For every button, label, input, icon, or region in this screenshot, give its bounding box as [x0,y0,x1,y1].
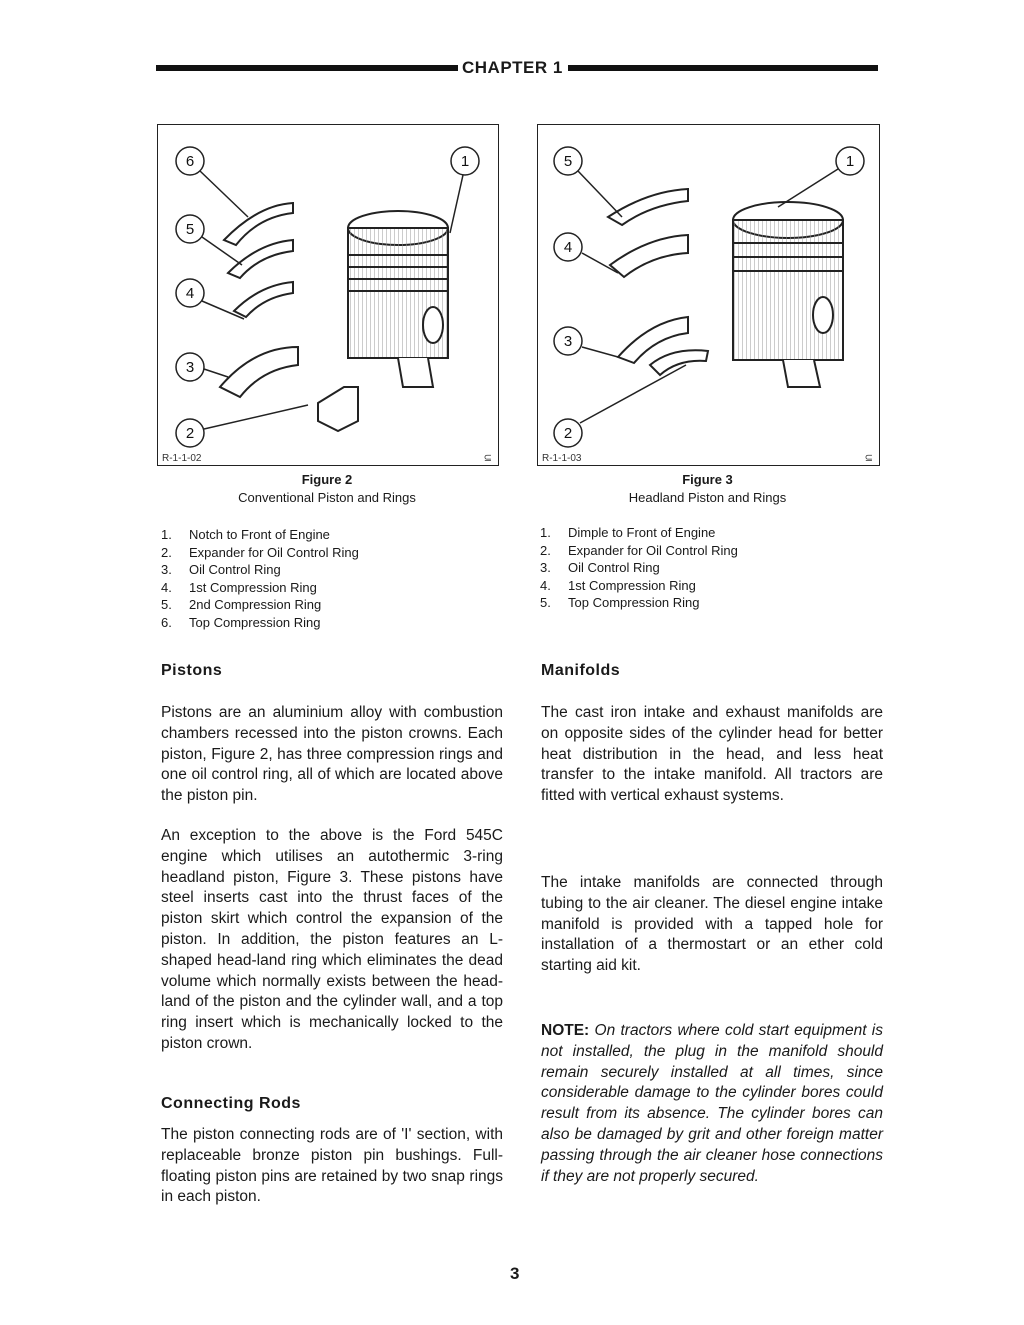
manifolds-paragraph-2: The intake manifolds are connected through tubing to the air cleaner. The diesel engine intake manifold is provided with a tapped hole for installation of a thermostart or an ether cold starting aid kit. [541,874,883,975]
callout-4-label: 4 [185,285,195,302]
figure-2-title: Figure 2 [301,472,353,487]
legend-item: 1. Dimple to Front of Engine [540,525,716,540]
piston-body [348,211,448,387]
figure-2-drawing [158,125,498,465]
figure-2-code: R-1-1-02 [162,453,202,464]
callout-4-label: 4 [563,239,573,256]
callout-1-label: 1 [460,153,470,170]
manifolds-paragraph-1: The cast iron intake and exhaust manifolds are on opposite sides of the cylinder head for better heat distribution in the head, and less heat transfer to the intake manifold. All tractors are fitted with vertical exhaust systems. [541,704,883,805]
callout-3-label: 3 [563,333,573,350]
figure-3-title: Figure 3 [682,472,733,487]
legend-item: 5. Top Compression Ring [540,595,700,611]
callout-3-label: 3 [185,359,195,376]
callout-5-label: 5 [185,221,195,238]
callout-1-label: 1 [845,153,855,170]
figure-3-drawing [538,125,879,465]
legend-item: 4. 1st Compression Ring [161,579,317,595]
manifolds-heading: Manifolds [541,662,621,679]
note-label: NOTE: [541,1022,590,1039]
legend-item: 3. Oil Control Ring [161,562,281,578]
legend-item: 2. Expander for Oil Control Ring [161,544,359,560]
piston-rings [608,189,708,375]
legend-item: 4. 1st Compression Ring [540,577,696,593]
figure-2-mark: ⊆ [483,453,492,464]
figure-3-code: R-1-1-03 [542,453,582,464]
legend-item: 5. 2nd Compression Ring [161,597,322,613]
legend-item: 6. Top Compression Ring [161,614,321,630]
chapter-title: CHAPTER 1 [462,58,563,77]
pistons-heading: Pistons [161,662,223,679]
figure-3-legend [540,524,738,612]
note-text: On tractors where cold start equipment is not installed, the plug in the manifold should remain securely installed at all times, since considerable damage to the cylinder bores could result from its absence. The cylinder bores can also be damaged by grit and other foreign matter passing through the air cleaner hose connections if they are not properly secured. [541,1022,883,1185]
callout-2-label: 2 [185,425,195,442]
legend-item: 2. Expander for Oil Control Ring [540,542,738,558]
figure-2-subtitle: Conventional Piston and Rings [238,490,416,505]
legend-item: 3. Oil Control Ring [540,560,660,576]
callout-2-label: 2 [563,425,573,442]
header-rule-right [568,65,878,71]
piston-body [733,202,843,387]
callout-6-label: 6 [185,153,195,170]
header-rule-left [156,65,458,71]
pistons-paragraph-1: Pistons are an aluminium alloy with combustion chambers recessed into the piston crowns. Each piston, Figure 2, has three compression rings and one oil control ring, all of which are located above the piston pin. [161,704,503,805]
figure-2-legend [161,526,359,632]
callout-5-label: 5 [563,153,573,170]
figure-2-illustration [157,124,499,466]
page-number: 3 [510,1264,520,1283]
connecting-rods-paragraph: The piston connecting rods are of 'I' section, with replaceable bronze piston pin bushings. Full-floating piston pins are retained by two snap rings in each piston. [161,1126,503,1206]
note-paragraph [541,1021,883,1187]
legend-item: 1. Notch to Front of Engine [161,527,330,542]
figure-3-mark: ⊆ [864,453,873,464]
connecting-rods-heading: Connecting Rods [161,1095,301,1112]
figure-3-subtitle: Headland Piston and Rings [628,490,787,505]
pistons-paragraph-2: An exception to the above is the Ford 545C engine which utilises an autothermic 3-ring headland piston, Figure 3. These pistons have steel inserts cast into the thrust faces of the piston skirt which control the expansion of the piston. In addition, the piston features an L-shaped head-land ring which eliminates the dead volume which normally exists between the head-land of the piston and the cylinder wall, and a top ring insert which is mechanically locked to the piston crown. [161,827,503,1052]
figure-3-illustration [537,124,880,466]
